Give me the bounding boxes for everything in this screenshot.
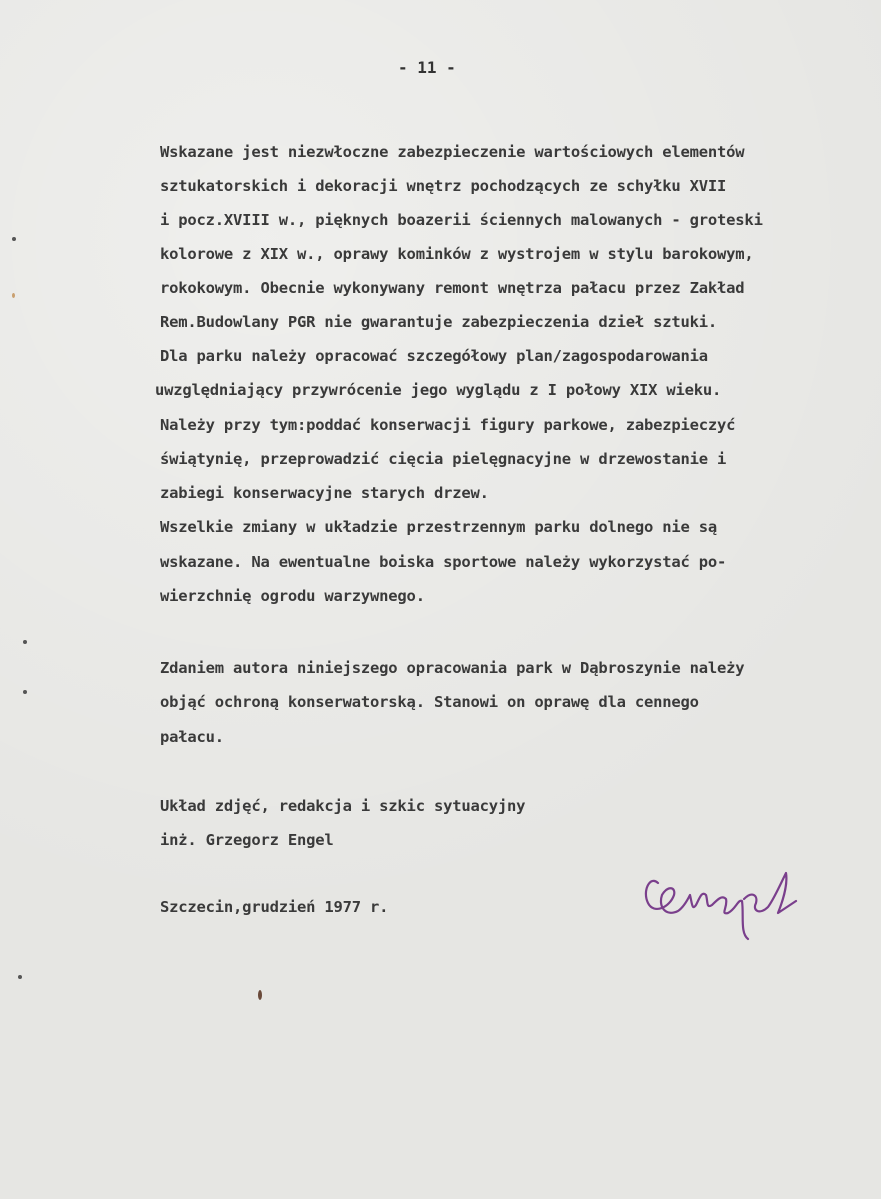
paragraph2-line-3: pałacu. bbox=[160, 728, 224, 746]
paragraph1-line-6: Rem.Budowlany PGR nie gwarantuje zabezpieczenia dzieł sztuki. bbox=[160, 313, 718, 331]
paragraph1-line-2: sztukatorskich i dekoracji wnętrz pochodzących ze schyłku XVII bbox=[160, 177, 727, 195]
handwritten-signature bbox=[640, 855, 810, 950]
speck bbox=[23, 640, 27, 644]
speck bbox=[12, 293, 15, 298]
speck bbox=[23, 690, 27, 694]
credits-line-2: inż. Grzegorz Engel bbox=[160, 831, 334, 849]
place-date: Szczecin,grudzień 1977 r. bbox=[160, 898, 389, 916]
paragraph1-line-8: uwzględniający przywrócenie jego wyglądu z I połowy XIX wieku. bbox=[155, 381, 722, 399]
paragraph2-line-1: Zdaniem autora niniejszego opracowania park w Dąbroszynie należy bbox=[160, 659, 745, 677]
paragraph1-line-11: zabiegi konserwacyjne starych drzew. bbox=[160, 484, 489, 502]
paragraph1-line-7: Dla parku należy opracować szczegółowy plan/zagospodarowania bbox=[160, 347, 708, 365]
speck bbox=[18, 975, 22, 979]
paragraph1-line-13: wskazane. Na ewentualne boiska sportowe należy wykorzystać po- bbox=[160, 553, 727, 571]
paragraph1-line-10: świątynię, przeprowadzić cięcia pielęgnacyjne w drzewostanie i bbox=[160, 450, 727, 468]
page-number: - 11 - bbox=[398, 58, 456, 77]
paragraph1-line-1: Wskazane jest niezwłoczne zabezpieczenie wartościowych elementów bbox=[160, 143, 745, 161]
paragraph1-line-9: Należy przy tym:poddać konserwacji figury parkowe, zabezpieczyć bbox=[160, 416, 736, 434]
paragraph2-line-2: objąć ochroną konserwatorską. Stanowi on oprawę dla cennego bbox=[160, 693, 699, 711]
paragraph1-line-12: Wszelkie zmiany w układzie przestrzennym parku dolnego nie są bbox=[160, 518, 718, 536]
paragraph1-line-5: rokokowym. Obecnie wykonywany remont wnętrza pałacu przez Zakład bbox=[160, 279, 745, 297]
credits-line-1: Układ zdjęć, redakcja i szkic sytuacyjny bbox=[160, 797, 526, 815]
paragraph1-line-14: wierzchnię ogrodu warzywnego. bbox=[160, 587, 425, 605]
paragraph1-line-3: i pocz.XVIII w., pięknych boazerii ściennych malowanych - groteski bbox=[160, 211, 763, 229]
paragraph1-line-4: kolorowe z XIX w., oprawy kominków z wystrojem w stylu barokowym, bbox=[160, 245, 754, 263]
speck bbox=[12, 237, 16, 241]
speck bbox=[258, 990, 262, 1000]
